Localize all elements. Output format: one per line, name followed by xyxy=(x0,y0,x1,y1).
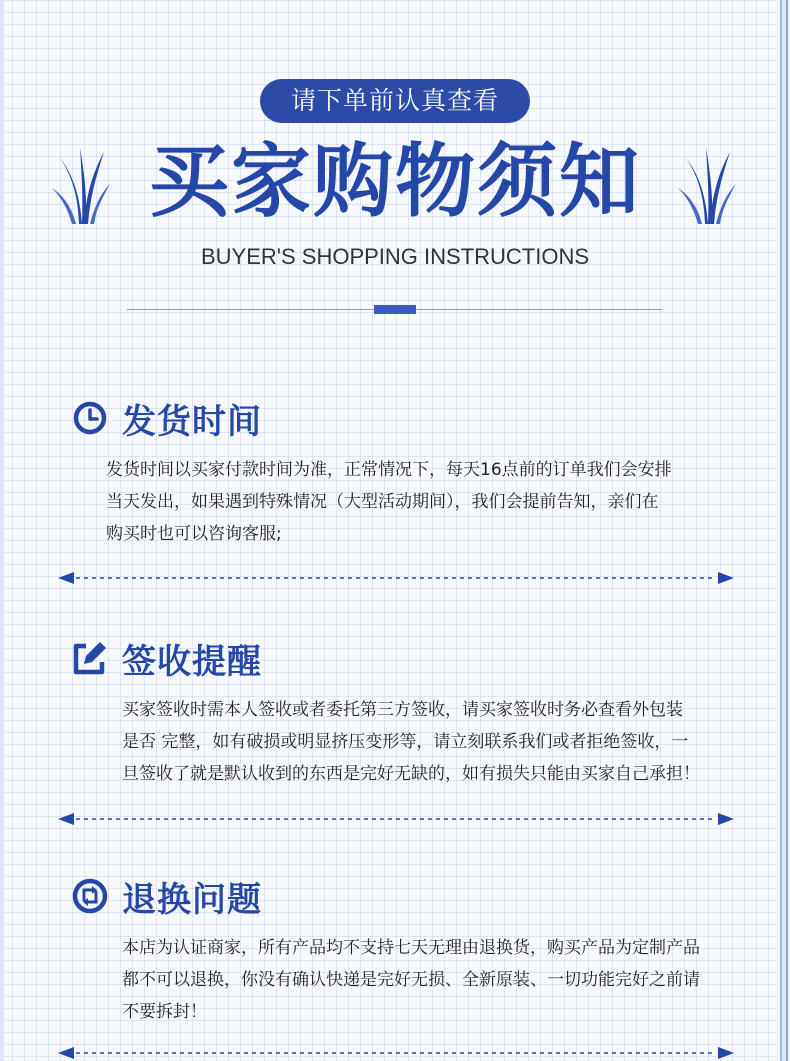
body-line: 当天发出，如果遇到特殊情况（大型活动期间），我们会提前告知，亲们在 xyxy=(106,492,659,512)
section-heading: 发货时间 xyxy=(122,401,262,442)
left-frame-border xyxy=(0,0,4,1061)
grass-decoration-right-icon xyxy=(678,148,738,224)
body-line: 旦签收了就是默认收到的东西是完好无缺的，如有损失只能由买家自己承担！ xyxy=(122,764,700,784)
section-shipping-title xyxy=(72,396,262,440)
section-receipt-body xyxy=(122,694,742,790)
right-frame-border xyxy=(776,0,790,1061)
dashed-arrow-separator xyxy=(58,571,734,585)
page-title: 买家购物须知 xyxy=(149,135,641,228)
page-subtitle: BUYER'S SHOPPING INSTRUCTIONS xyxy=(200,244,590,269)
body-line: 买家签收时需本人签收或者委托第三方签收，请买家签收时务必查看外包装 xyxy=(122,700,683,720)
body-line: 都不可以退换，你没有确认快递是完好无损、全新原装、一切功能完好之前请 xyxy=(122,970,700,990)
grass-decoration-left-icon xyxy=(52,148,112,224)
body-line: 是否 完整，如有破损或明显挤压变形等，请立刻联系我们或者拒绝签收，一 xyxy=(122,732,689,752)
notice-pill: 请下单前认真查看 xyxy=(260,79,530,123)
body-line: 购买时也可以咨询客服; xyxy=(106,524,282,544)
section-heading: 签收提醒 xyxy=(122,641,262,682)
body-line: 本店为认证商家，所有产品均不支持七天无理由退换货，购买产品为定制产品 xyxy=(122,938,700,958)
clock-icon xyxy=(72,400,108,436)
dashed-arrow-separator xyxy=(58,812,734,826)
body-line: 不要拆封！ xyxy=(122,1002,207,1022)
exchange-icon xyxy=(72,878,108,914)
edit-icon xyxy=(72,640,108,676)
dashed-arrow-separator xyxy=(58,1046,734,1060)
header-divider-accent xyxy=(374,305,416,314)
section-return-body xyxy=(122,932,742,1028)
section-receipt-title xyxy=(72,636,262,680)
section-return-title xyxy=(72,874,262,918)
section-heading: 退换问题 xyxy=(122,879,262,920)
body-line: 发货时间以买家付款时间为准，正常情况下，每天16点前的订单我们会安排 xyxy=(106,460,672,480)
section-shipping-body xyxy=(106,454,726,550)
